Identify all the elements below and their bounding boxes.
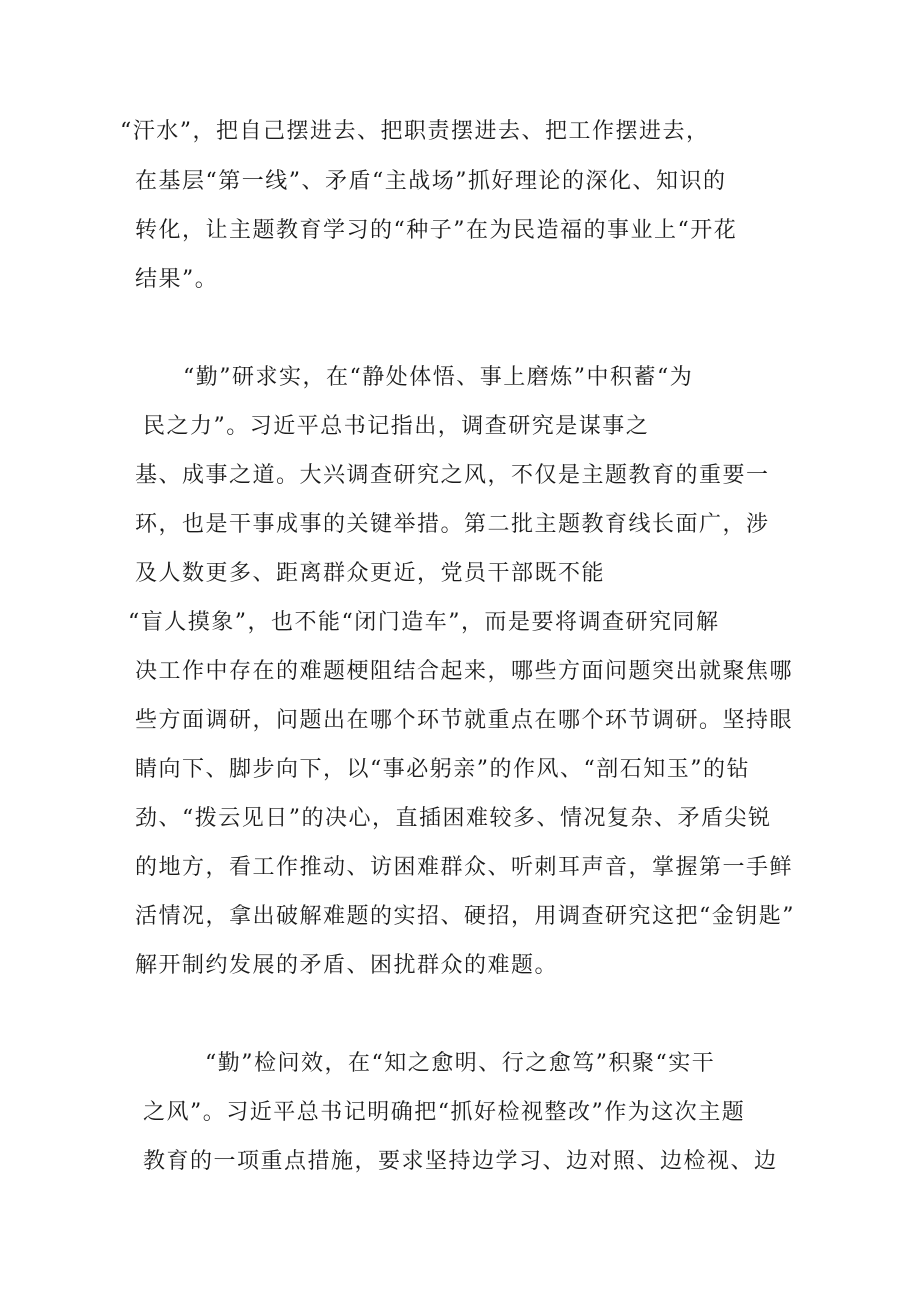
paragraph-3-line-2: 之风”。习近平总书记明确把“抓好检视整改”作为这次主题: [143, 1100, 746, 1125]
paragraph-2-line-13: 解开制约发展的矛盾、困扰群众的难题。: [135, 953, 559, 978]
paragraph-2-line-3: 基、成事之道。大兴调查研究之风，不仅是主题教育的重要一: [135, 463, 770, 488]
paragraph-1-line-3: 转化，让主题教育学习的“种子”在为民造福的事业上“开花: [135, 218, 738, 243]
paragraph-3-line-3: 教育的一项重点措施，要求坚持边学习、边对照、边检视、边: [143, 1149, 778, 1174]
paragraph-1-line-4: 结果”。: [135, 267, 219, 292]
paragraph-2-line-5: 及人数更多、距离群众更近，党员干部既不能: [135, 561, 606, 586]
paragraph-2-line-10: 劲、“拨云见日”的决心，直插困难较多、情况复杂、矛盾尖锐: [135, 806, 772, 831]
paragraph-2-line-8: 些方面调研，问题出在哪个环节就重点在哪个环节调研。坚持眼: [135, 708, 794, 733]
paragraph-2-line-2: 民之力”。习近平总书记指出，调查研究是谋事之: [143, 414, 650, 439]
paragraph-2-line-9: 睛向下、脚步向下，以“事必躬亲”的作风、“剖石知玉”的钻: [135, 757, 750, 782]
paragraph-2-line-6: “盲人摸象”，也不能“闭门造车”，而是要将调查研究同解: [128, 610, 720, 635]
paragraph-1-line-2: 在基层“第一线”、矛盾“主战场”抓好理论的深化、知识的: [135, 169, 727, 194]
paragraph-1-line-1: “汗水”，把自己摆进去、把职责摆进去、把工作摆进去，: [120, 119, 710, 144]
paragraph-3-line-1: “勤”检问效，在“知之愈明、行之愈笃”积聚“实干: [205, 1051, 716, 1076]
paragraph-2-line-7: 决工作中存在的难题梗阻结合起来，哪些方面问题突出就聚焦哪: [135, 659, 794, 684]
paragraph-2-line-4: 环，也是干事成事的关键举措。第二批主题教育线长面广，涉: [135, 512, 770, 537]
paragraph-2-line-11: 的地方，看工作推动、访困难群众、听刺耳声音，掌握第一手鲜: [135, 855, 794, 880]
paragraph-2-line-1: “勤”研求实，在“静处体悟、事上磨炼”中积蓄“为: [183, 365, 694, 390]
paragraph-2-line-12: 活情况，拿出破解难题的实招、硬招，用调查研究这把“金钥匙”: [135, 904, 795, 929]
